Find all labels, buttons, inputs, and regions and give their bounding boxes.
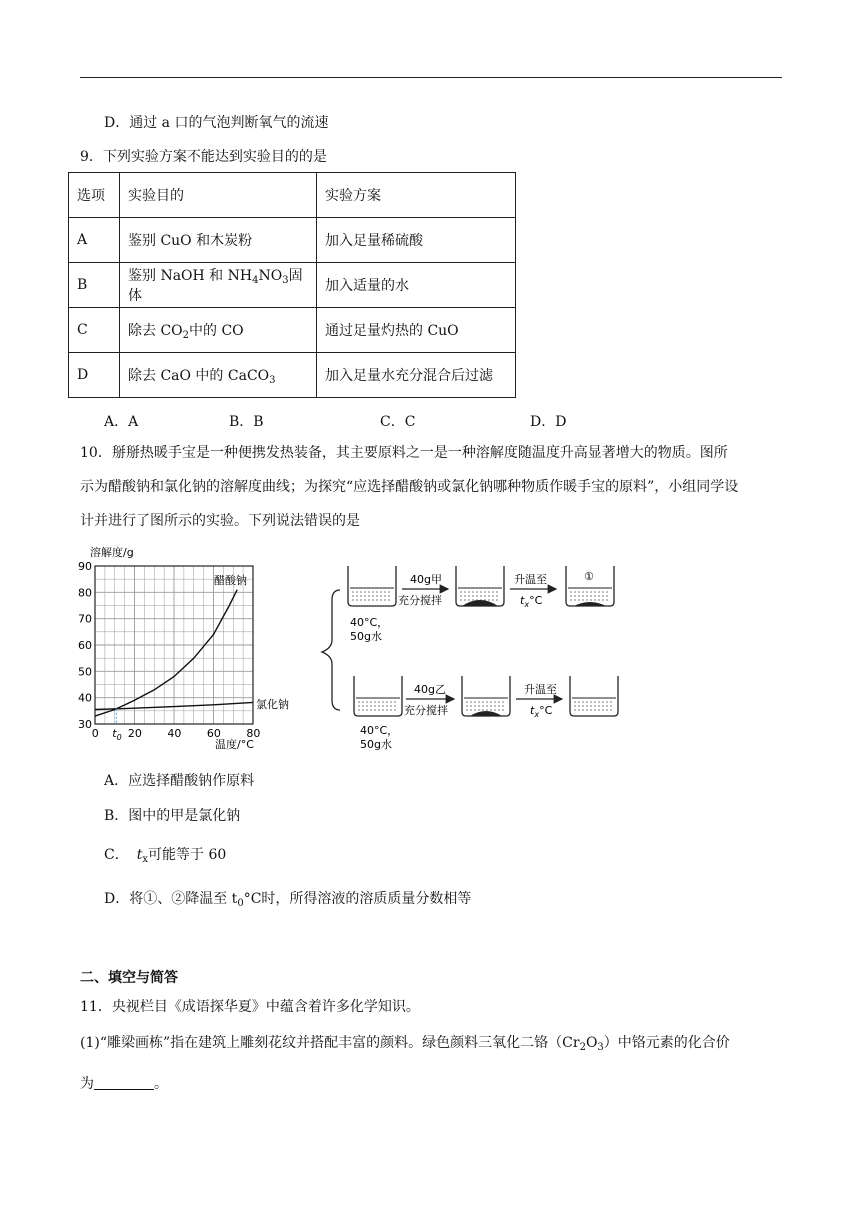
series-label-sodium-chloride: 氯化钠 — [256, 698, 289, 711]
bottom-add-label: 40g乙 — [414, 683, 446, 696]
q10-choice-a: A．应选择醋酸钠作原料 — [104, 773, 255, 789]
header-purpose: 实验目的 — [120, 173, 317, 218]
q10-choice-b: B．图中的甲是氯化钠 — [104, 808, 241, 824]
q11-part1-line2: 为 。 — [80, 1076, 168, 1092]
y-tick-label: 70 — [78, 612, 92, 626]
row-option: C — [69, 308, 120, 353]
top-heat-label: 升温至 — [514, 573, 547, 586]
q10-stem-line-3: 计并进行了图所示的实验。下列说法错误的是 — [80, 513, 360, 529]
x-tick-label-t0: $t_0$ — [112, 727, 122, 742]
q9-choice-b: B．B — [229, 414, 264, 430]
row-option: A — [69, 218, 120, 263]
y-tick-label: 80 — [78, 586, 92, 600]
answer-blank[interactable] — [94, 1075, 154, 1090]
header-option: 选项 — [69, 173, 120, 218]
x-axis-label: 温度/°C — [215, 738, 254, 751]
beaker-bottom-2 — [462, 676, 510, 716]
precipitate-top-2 — [462, 600, 498, 606]
row-purpose: 鉴别 NaOH 和 $NH_4NO_3$固体 — [120, 263, 317, 308]
x-tick-label: 0 — [91, 727, 99, 740]
x-tick-label: 60 — [206, 727, 221, 740]
q10-stem-line-2: 示为醋酸钠和氯化钠的溶解度曲线；为探究“应选择醋酸钠或氯化钠哪种物质作暖手宝的原料”，小组同学设 — [80, 479, 739, 495]
bottom-stir-label: 充分搅拌 — [404, 704, 448, 717]
header-rule — [80, 77, 782, 78]
table-row — [69, 218, 516, 263]
q10-choice-d: D．将①、②降温至 $t_0^\circ C$时，所得溶液的溶质质量分数相等 — [104, 891, 472, 909]
chart-grid — [95, 566, 253, 724]
x-tick-label: 20 — [127, 727, 142, 740]
q9-choice-d: D．D — [530, 414, 567, 430]
x-tick-label: 80 — [246, 727, 261, 740]
brace — [322, 590, 340, 710]
q9-choice-a: A．A — [104, 414, 139, 430]
precipitate-top-3 — [574, 602, 606, 606]
label-circle-1: ① — [584, 570, 594, 583]
bottom-temp-label: $t_x^\circ C$ — [530, 704, 553, 719]
row-plan: 加入适量的水 — [317, 263, 516, 308]
beaker-bottom-1 — [354, 676, 402, 716]
q11-part1-line1: (1)“雕梁画栋”指在建筑上雕刻花纹并搭配丰富的颜料。绿色颜料三氧化二铬$(Cr_2O_3)$中铬元素的化合价 — [80, 1035, 730, 1053]
top-temp-label: $t_x^\circ C$ — [520, 594, 543, 609]
top-add-label: 40g甲 — [410, 573, 442, 586]
row-purpose: 除去 $CO_2$中的 CO — [120, 308, 317, 353]
q9-table — [68, 172, 516, 398]
row-option: D — [69, 353, 120, 398]
beaker-top-1 — [348, 566, 396, 606]
table-row — [69, 263, 516, 308]
y-tick-label: 40 — [78, 691, 92, 705]
x-tick-label: 40 — [167, 727, 182, 740]
q10-stem-line-1: 10．掰掰热暖手宝是一种便携发热装备，其主要原料之一是一种溶解度随温度升高显著增大的物质。图所 — [80, 445, 728, 461]
row-plan: 通过足量灼热的 CuO — [317, 308, 516, 353]
series-label-sodium-acetate: 醋酸钠 — [214, 574, 247, 587]
bottom-start-temp: 40°C， — [360, 724, 399, 737]
top-stir-label: 充分搅拌 — [398, 594, 442, 607]
q10-choice-c: C． $t_x$可能等于 60 — [104, 847, 227, 865]
beaker-bottom-3 — [570, 676, 618, 716]
q11-stem: 11．央视栏目《成语探华夏》中蕴含着许多化学知识。 — [80, 999, 420, 1015]
series-line-0 — [95, 590, 237, 716]
table-row — [69, 353, 516, 398]
header-plan: 实验方案 — [317, 173, 516, 218]
q9-choice-c: C．C — [380, 414, 416, 430]
experiment-diagram — [320, 545, 630, 755]
solubility-chart — [74, 540, 304, 755]
precipitate-bottom-2 — [470, 711, 502, 716]
table-header-row — [69, 173, 516, 218]
y-tick-label: 50 — [78, 665, 92, 679]
row-plan: 加入足量稀硫酸 — [317, 218, 516, 263]
bottom-heat-label: 升温至 — [524, 683, 557, 696]
q8-option-d: D．通过 a 口的气泡判断氧气的流速 — [104, 115, 329, 131]
row-option: B — [69, 263, 120, 308]
row-purpose: 除去 CaO 中的 CaCO$_3$ — [120, 353, 317, 398]
top-start-temp: 40°C， — [350, 616, 389, 629]
y-tick-label: 60 — [78, 639, 92, 652]
y-axis-label: 溶解度/g — [90, 546, 134, 559]
row-purpose: 鉴别 CuO 和木炭粉 — [120, 218, 317, 263]
row-plan: 加入足量水充分混合后过滤 — [317, 353, 516, 398]
top-start-water: 50g水 — [350, 630, 382, 643]
y-tick-label: 90 — [78, 560, 92, 573]
y-tick-label: 30 — [78, 718, 92, 731]
q9-stem: 9．下列实验方案不能达到实验目的的是 — [80, 149, 327, 165]
table-row — [69, 308, 516, 353]
bottom-start-water: 50g水 — [360, 738, 392, 751]
section-title: 二、填空与简答 — [80, 970, 178, 986]
